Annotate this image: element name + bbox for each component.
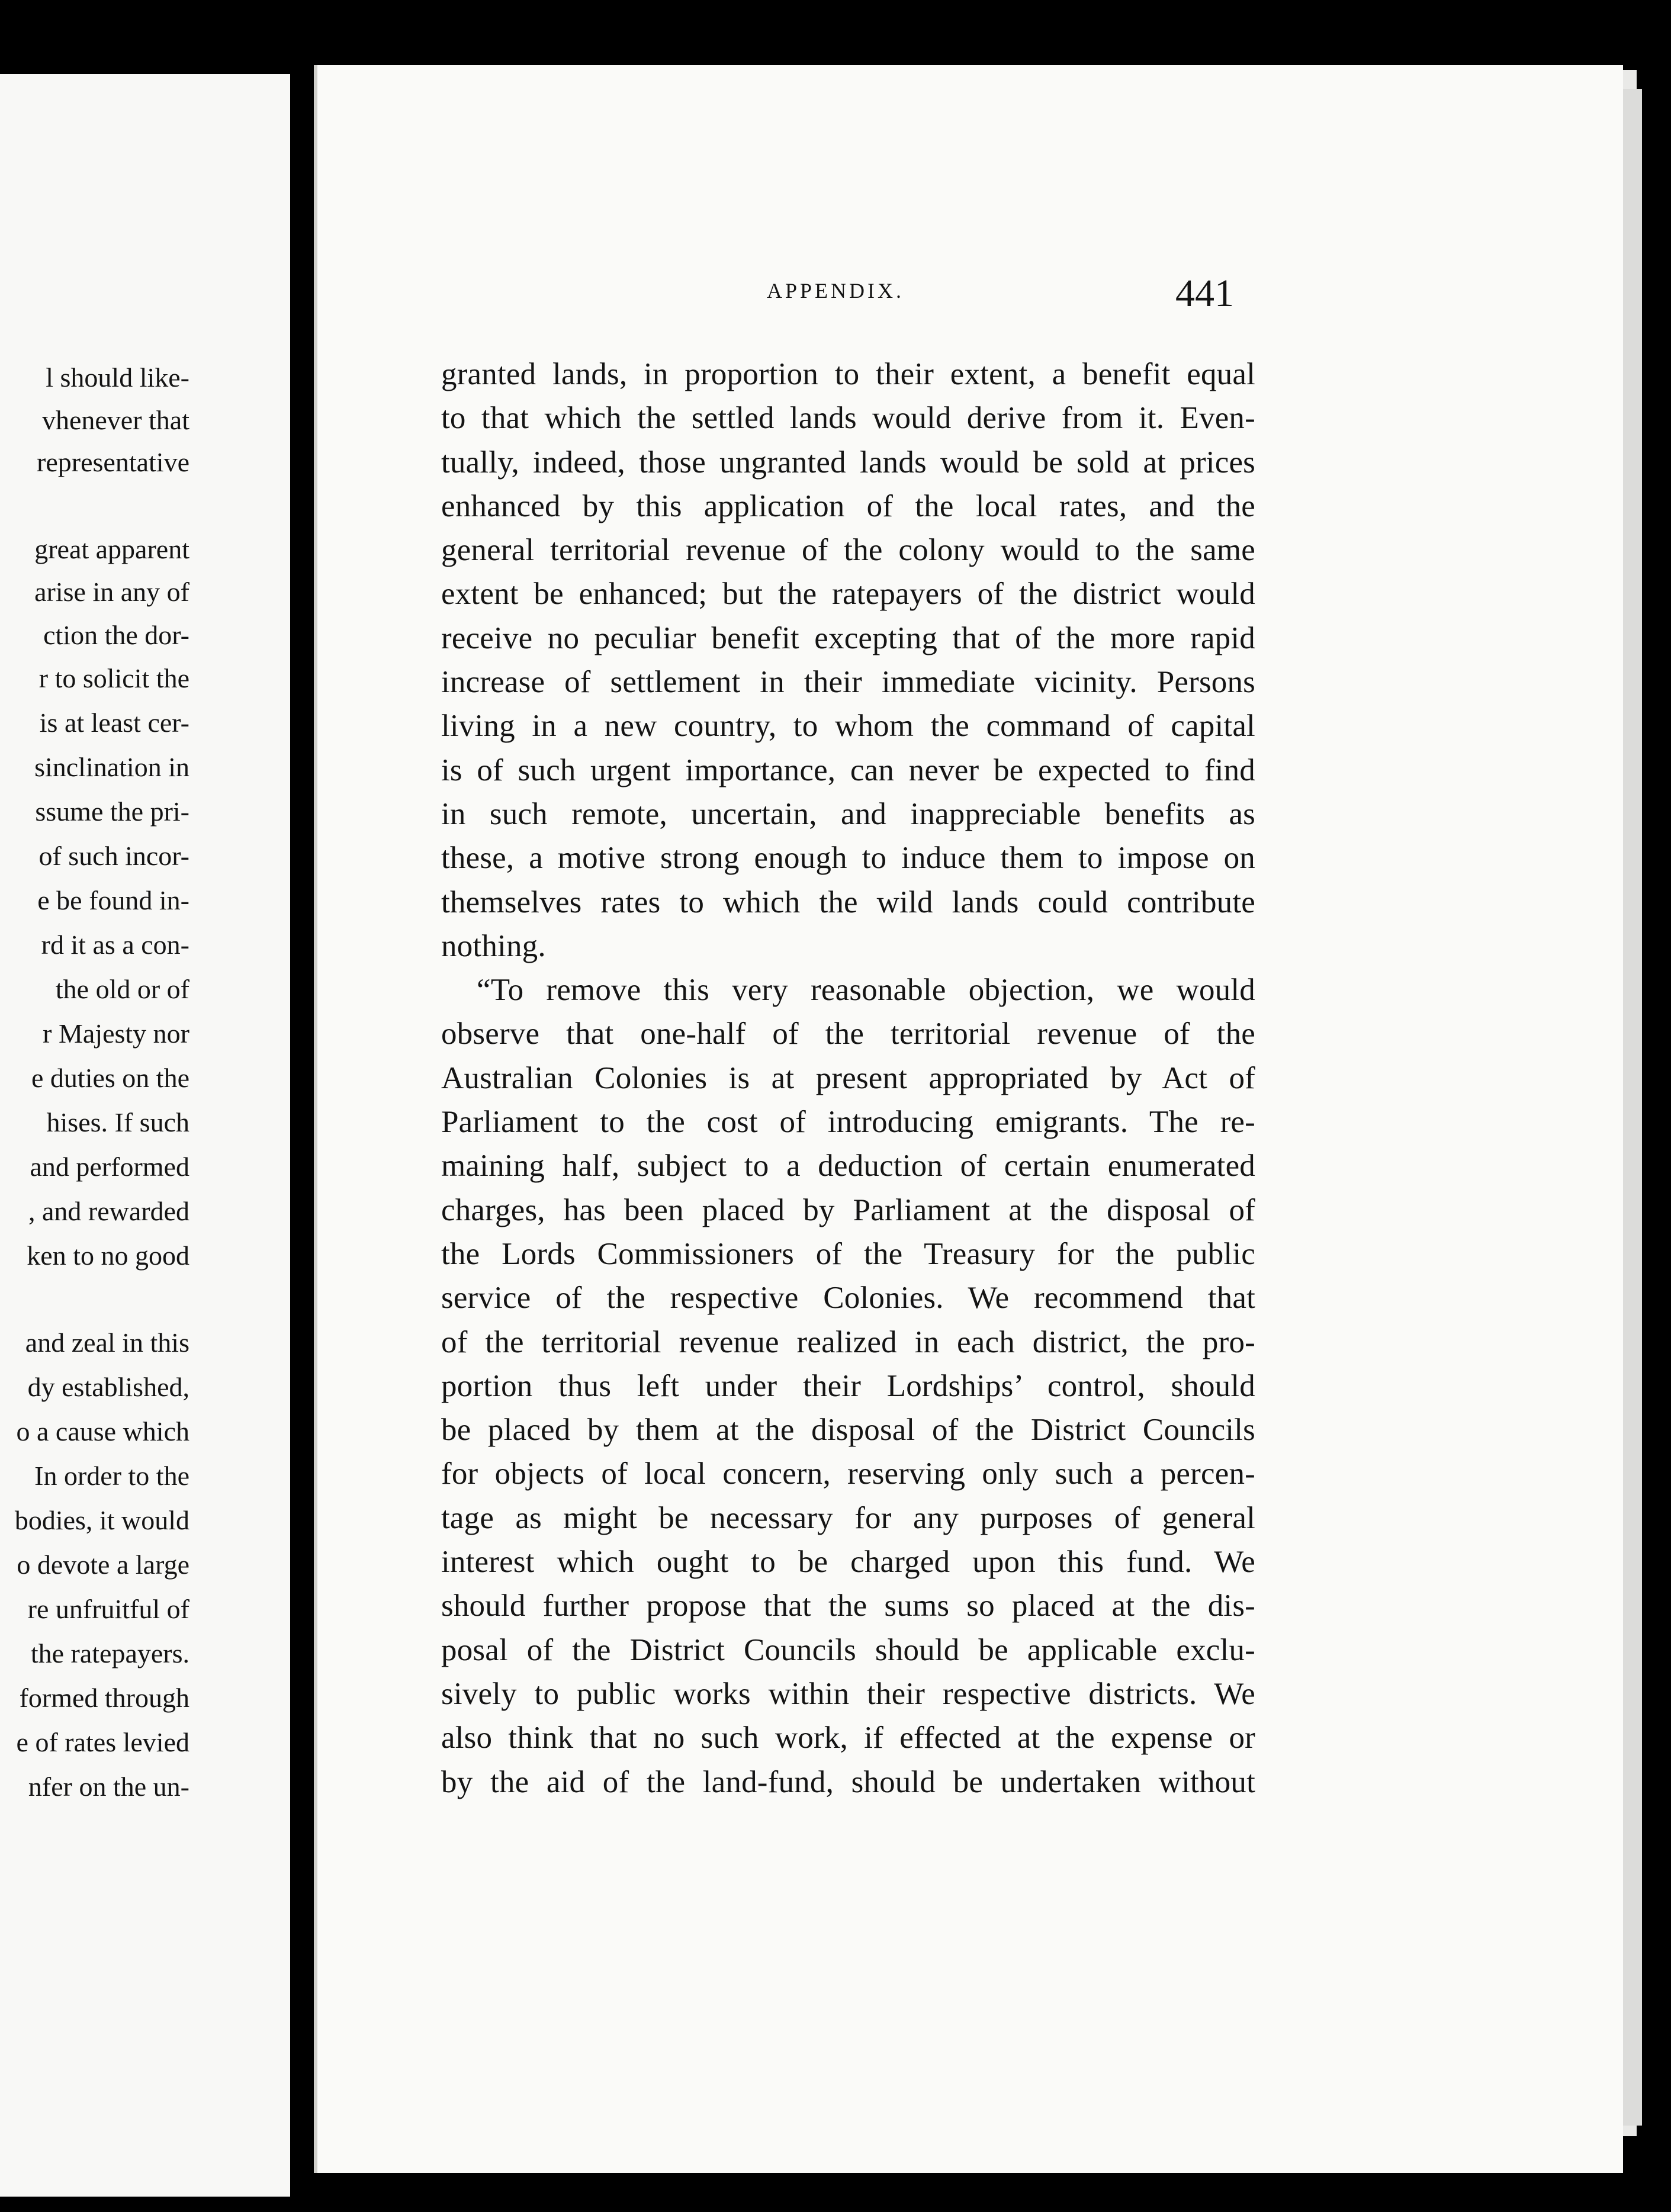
- left-page-line: e be found in-: [37, 885, 189, 915]
- body-text: [441, 352, 1255, 1804]
- page-number: 441: [1175, 272, 1234, 315]
- left-page-line: great apparent: [34, 534, 189, 564]
- text-line: posal of the District Councils should be applicable exclu-: [441, 1632, 1255, 1667]
- left-page-line: and zeal in this: [25, 1327, 189, 1358]
- left-page-line: dy established,: [27, 1372, 189, 1402]
- left-page-line: o a cause which: [16, 1416, 189, 1446]
- left-page-line: r to solicit the: [38, 663, 189, 693]
- left-page-line: representative: [37, 447, 189, 477]
- text-line: living in a new country, to whom the command of capital: [441, 709, 1255, 744]
- text-line: interest which ought to be charged upon this fund. We: [441, 1545, 1255, 1580]
- text-line: also think that no such work, if effected at the expense or: [441, 1721, 1255, 1756]
- left-page-line: ction the dor-: [43, 620, 189, 650]
- left-page-line: sinclination in: [34, 752, 189, 782]
- left-page-line: vhenever that: [41, 405, 189, 435]
- left-page-line: e duties on the: [31, 1063, 189, 1093]
- text-line: tage as might be necessary for any purposes of general: [441, 1500, 1255, 1535]
- left-page-line: bodies, it would: [14, 1505, 189, 1535]
- text-line: increase of settlement in their immediate vicinity. Persons: [441, 665, 1255, 700]
- text-line: sively to public works within their respective districts. We: [441, 1676, 1255, 1711]
- text-line: granted lands, in proportion to their extent, a benefit equal: [441, 357, 1255, 391]
- text-line: observe that one-half of the territorial revenue of the: [441, 1017, 1255, 1052]
- left-page-line: e of rates levied: [16, 1727, 189, 1757]
- left-page-line: rd it as a con-: [41, 930, 189, 960]
- text-line: extent be enhanced; but the ratepayers of the district would: [441, 577, 1255, 612]
- text-line: service of the respective Colonies. We recommend that: [441, 1281, 1255, 1316]
- text-line: these, a motive strong enough to induce them to impose on: [441, 841, 1255, 876]
- left-page-line: o devote a large: [17, 1549, 189, 1580]
- text-line: themselves rates to which the wild lands could contribute: [441, 885, 1255, 919]
- left-page-line: ssume the pri-: [35, 796, 189, 827]
- running-header: APPENDIX.: [767, 279, 905, 303]
- left-page-line: the ratepayers.: [30, 1638, 189, 1668]
- text-line: is of such urgent importance, can never be expected to find: [441, 753, 1255, 787]
- left-page-line: ken to no good: [27, 1240, 189, 1271]
- text-line: receive no peculiar benefit excepting that of the more rapid: [441, 620, 1255, 655]
- left-page-line: of such incor-: [38, 841, 189, 871]
- left-page-line: is at least cer-: [39, 708, 189, 738]
- left-page: [0, 74, 290, 2197]
- text-line: in such remote, uncertain, and inappreciable benefits as: [441, 796, 1255, 831]
- text-line: the Lords Commissioners of the Treasury for the public: [441, 1236, 1255, 1271]
- text-line: Parliament to the cost of introducing emigrants. The re-: [441, 1105, 1255, 1140]
- left-page-line: nfer on the un-: [28, 1771, 189, 1802]
- left-page-line: l should like-: [46, 362, 189, 393]
- left-page-line: formed through: [19, 1683, 189, 1713]
- text-line: of the territorial revenue realized in each district, the pro-: [441, 1324, 1255, 1359]
- left-page-line: the old or of: [55, 974, 189, 1004]
- text-line: should further propose that the sums so placed at the dis-: [441, 1589, 1255, 1623]
- text-line: general territorial revenue of the colony would to the same: [441, 533, 1255, 568]
- text-line: maining half, subject to a deduction of certain enumerated: [441, 1149, 1255, 1184]
- text-line: enhanced by this application of the local rates, and the: [441, 488, 1255, 523]
- text-line: be placed by them at the disposal of the District Councils: [441, 1413, 1255, 1448]
- text-line: to that which the settled lands would derive from it. Even-: [441, 401, 1255, 436]
- text-line: “To remove this very reasonable objection, we would: [477, 973, 1255, 1008]
- left-page-line: re unfruitful of: [27, 1594, 189, 1624]
- text-line: tually, indeed, those ungranted lands would be sold at prices: [441, 445, 1255, 480]
- text-line: portion thus left under their Lordships’ control, should: [441, 1368, 1255, 1403]
- text-line: for objects of local concern, reserving only such a percen-: [441, 1457, 1255, 1491]
- left-page-line: hises. If such: [46, 1107, 189, 1137]
- left-page-line: r Majesty nor: [43, 1018, 189, 1049]
- left-page-line: and performed: [30, 1152, 189, 1182]
- text-line: nothing.: [441, 928, 546, 963]
- text-line: by the aid of the land-fund, should be undertaken without: [441, 1764, 1255, 1799]
- text-line: charges, has been placed by Parliament at the disposal of: [441, 1192, 1255, 1227]
- text-line: Australian Colonies is at present appropriated by Act of: [441, 1060, 1255, 1095]
- left-page-line: arise in any of: [34, 577, 189, 607]
- left-page-line: , and rewarded: [28, 1196, 189, 1226]
- left-page-line: In order to the: [34, 1461, 189, 1491]
